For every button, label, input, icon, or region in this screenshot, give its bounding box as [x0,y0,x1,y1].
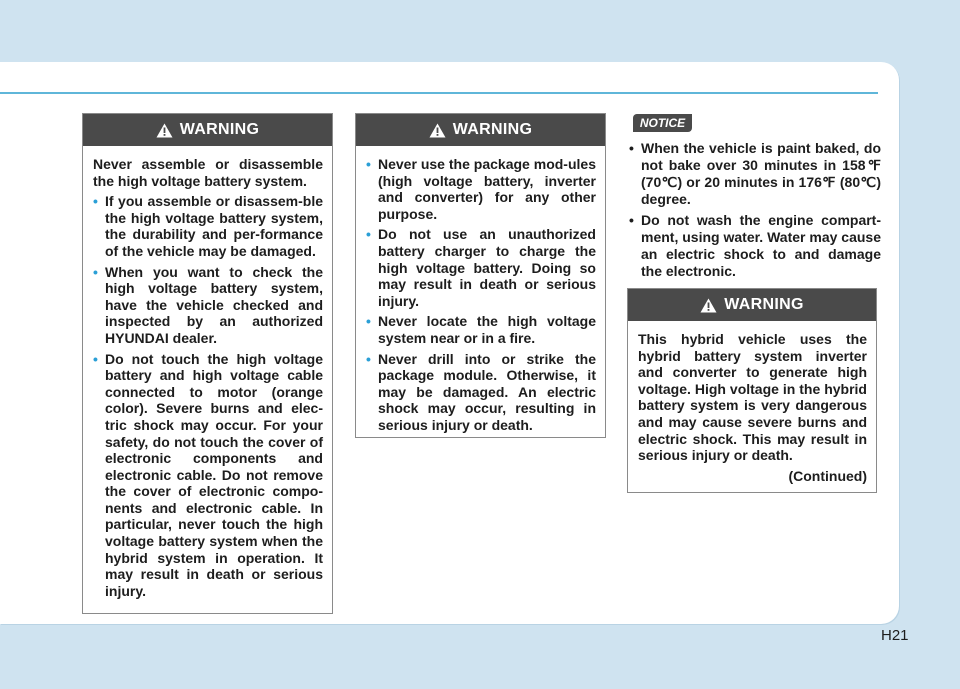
warning-triangle-icon [700,298,717,313]
list-item: • When you want to check the high voltage battery system, have the vehicle checked and inspected by an authorized HYUNDAI dealer. [93,264,323,347]
notice-badge: NOTICE [633,114,692,132]
warning-box-hybrid [627,288,877,493]
warning-label: WARNING [724,296,804,313]
warning-header [356,114,605,146]
warning-body [628,321,876,494]
continued-label: (Continued) [788,467,867,484]
warning-triangle-icon [156,123,173,138]
warning-triangle-icon [429,123,446,138]
warning-body [83,146,332,613]
list-item: • Never drill into or strike the package module. Otherwise, it may be damaged. An electric shock may occur, resulting in serious injury or death. [366,351,596,434]
list-item: • If you assemble or disassem-ble the high voltage battery system, the durability and per-formance of the vehicle may be damaged. [93,193,323,259]
list-item: • When the vehicle is paint baked, do not bake over 30 minutes in 158℉ (70℃) or 20 minutes in 176℉ (80℃) degree. [625,140,881,208]
warning-label: WARNING [452,121,533,138]
warning-intro: Never assemble or disassemble the high voltage battery system. [93,156,323,189]
list-item: • Never locate the high voltage system near or in a fire. [366,313,596,346]
warning-label: WARNING [179,121,260,138]
warning-list [93,193,323,599]
warning-list [366,156,596,434]
page-number: H21 [881,627,909,644]
warning-box-package [355,113,606,438]
header-rule [0,92,878,94]
notice-list [625,140,881,284]
warning-body [356,146,605,448]
warning-text: This hybrid vehicle uses the hybrid battery system inverter and converter to generate high voltage. High voltage in the hybrid battery system is very dangerous and may cause severe burns and electric shock. This may result in serious injury or death. [638,331,867,464]
list-item: • Do not touch the high voltage battery and high voltage cable connected to motor (orange color). Severe burns and elec-tric shock may occur. For your safety, do not touch the cover of electronic components and electronic cable. Do not remove the cover of electronic compo-nents and electronic cable. In particular, never touch the high voltage battery system when the hybrid system in operation. It may result in death or serious injury. [93,351,323,600]
warning-header [628,289,876,321]
warning-box-assembly [82,113,333,614]
list-item: • Do not use an unauthorized battery charger to charge the high voltage battery. Doing so may result in death or serious injury. [366,226,596,309]
list-item: • Do not wash the engine compart-ment, using water. Water may cause an electric shock to and damage the electronic. [625,212,881,280]
warning-header [83,114,332,146]
list-item: • Never use the package mod-ules (high voltage battery, inverter and converter) for any other purpose. [366,156,596,222]
